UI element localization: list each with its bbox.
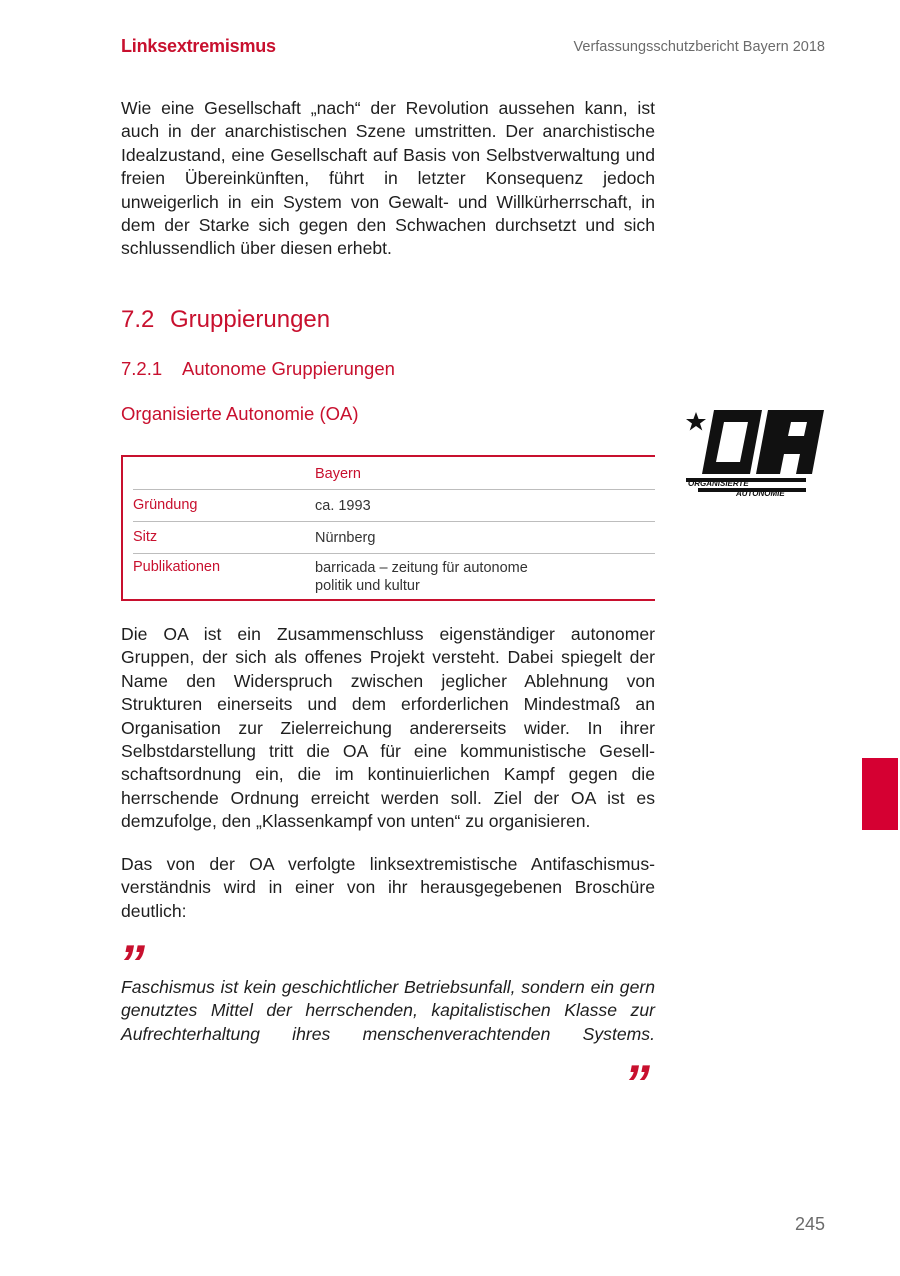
fact-box-header-row — [133, 457, 655, 490]
oa-logo-graphic — [684, 408, 826, 500]
fact-box — [121, 455, 655, 601]
fact-box-label: Publikationen — [133, 559, 221, 575]
fact-box-row — [133, 489, 655, 522]
fact-box-value: ca. 1993 — [315, 498, 371, 514]
subsection-title: Autonome Gruppierungen — [182, 358, 395, 379]
logo-line2: AUTONOMIE — [736, 489, 785, 498]
fact-box-value-line1: barricada – zeitung für autonome — [315, 560, 528, 576]
subsection-heading — [121, 358, 395, 380]
chapter-thumb-tab — [862, 758, 898, 830]
fact-box-value-line2: politik und kultur — [315, 578, 420, 594]
fact-box-row — [133, 553, 655, 599]
organization-heading: Organisierte Autonomie (OA) — [121, 403, 359, 424]
fact-box-row — [133, 521, 655, 554]
fact-box-label: Sitz — [133, 529, 158, 545]
page-number: 245 — [794, 1214, 825, 1234]
running-header-section: Linksextremismus — [121, 36, 276, 56]
star-icon — [686, 412, 706, 431]
section-heading — [121, 306, 330, 334]
logo-line1: ORGANISIERTE — [688, 479, 749, 488]
section-title: Gruppierungen — [170, 306, 331, 333]
section-number: 7.2 — [121, 306, 155, 333]
intro-paragraph — [121, 97, 655, 261]
fact-box-value: Nürnberg — [315, 530, 376, 546]
organization-logo — [684, 408, 826, 500]
block-quote: Faschismus ist kein geschichtlicher Betriebsunfall, sondern ein gern genutztes Mittel der herrschenden, kapitalistischen Klasse zur Aufrechterhaltung ihres menschenverachtenden Systems. — [121, 977, 655, 1044]
fact-box-label: Gründung — [133, 497, 198, 513]
body-paragraph-1 — [121, 623, 655, 834]
fact-box-column-header: Bayern — [315, 466, 361, 482]
quote-open-mark-icon: ” — [119, 935, 141, 993]
body-paragraph-1-text: Die OA ist ein Zusammenschluss eigenständiger autonomer Gruppen, der sich als offenes Projekt versteht. Dabei spiegelt der Name den Widerspruch zwischen jeglicher Ablehnung von Strukturen einerseits und dem erforderlichen Mindestmaß an Organisation zur Zielerreichung andererseits wider. In ihrer Selbstdarstellung tritt die OA für eine kommunistische Gesellschaftsordnung ein, die im kontinuierlichen Kampf gegen die herrschende Ordnung erreicht werden soll. Ziel der OA ist es demzufolge, den „Klassenkampf von unten“ zu organisieren. — [121, 624, 655, 832]
subsection-number: 7.2.1 — [121, 358, 163, 379]
body-paragraph-2-text: Das von der OA verfolgte linksextremistische Antifaschismusverständnis wird in einer von ihr herausgegebenen Broschüre deutlich: — [121, 854, 655, 921]
intro-paragraph-text: Wie eine Gesellschaft „nach“ der Revolution aussehen kann, ist auch in der anarchistischen Szene umstritten. Der anarchistische Idealzustand, eine Gesellschaft auf Basis von Selbstverwaltung und freien Übereinkünften, führt in letzter Konsequenz jedoch unweigerlich in ein System von Gewalt- und Willkürherrschaft, in dem der Starke sich gegen den Schwachen durchsetzt und sich schlussendlich über diesen erhebt. — [121, 98, 655, 259]
running-header-publication: Verfassungsschutzbericht Bayern 2018 — [573, 39, 825, 55]
quote-close-mark-icon: ” — [624, 1055, 646, 1113]
body-paragraph-2 — [121, 853, 655, 923]
